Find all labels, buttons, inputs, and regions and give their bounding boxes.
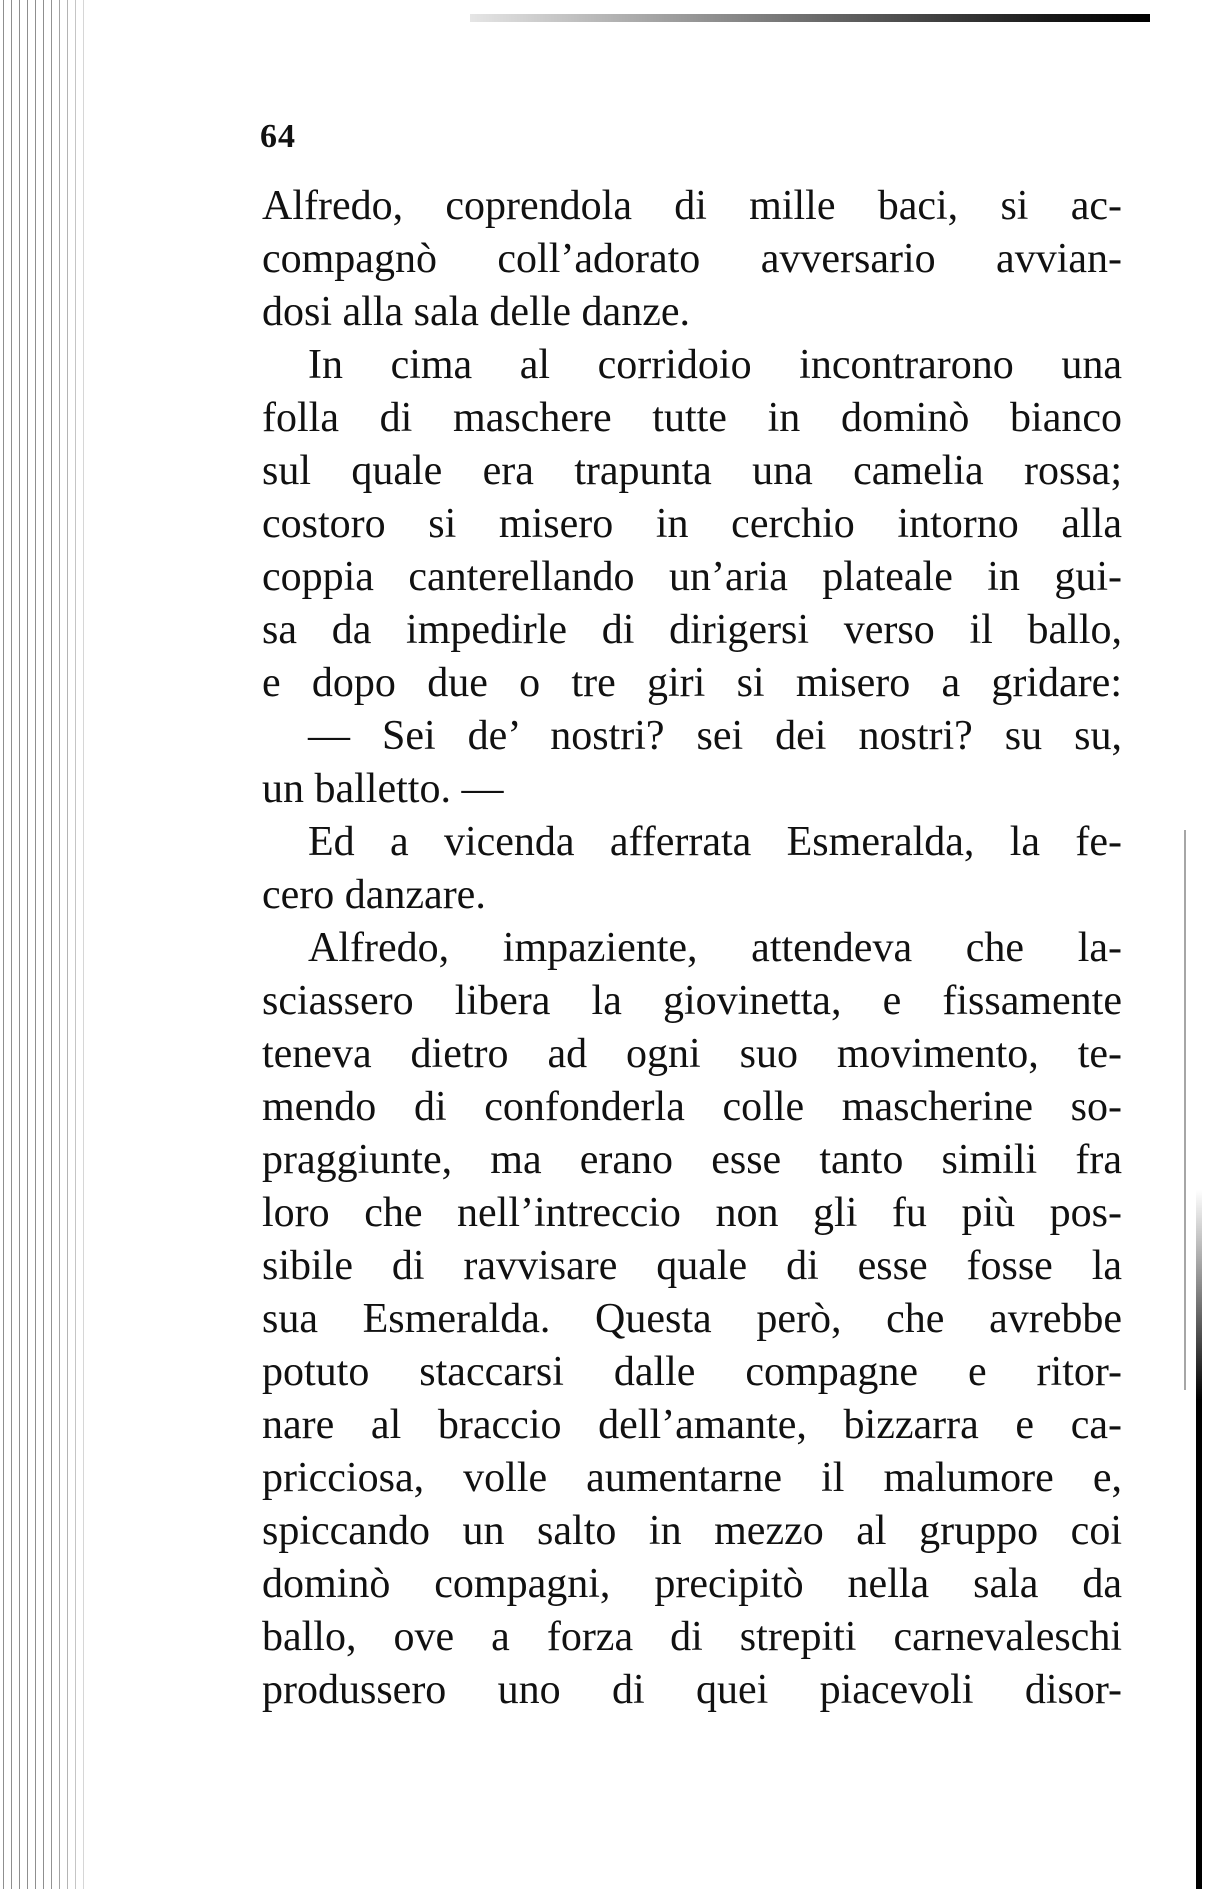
- text-line: teneva dietro ad ogni suo movimento, te-: [262, 1031, 1122, 1077]
- text-line: dominò compagni, precipitò nella sala da: [262, 1561, 1122, 1607]
- text-line: Ed a vicenda afferrata Esmeralda, la fe-: [308, 819, 1122, 865]
- scan-left-edge-shadow: [0, 0, 90, 1889]
- text-line: sibile di ravvisare quale di esse fosse la: [262, 1243, 1122, 1289]
- text-line: folla di maschere tutte in dominò bianco: [262, 395, 1122, 441]
- text-line: praggiunte, ma erano esse tanto simili fra: [262, 1137, 1122, 1183]
- text-line: — Sei de’ nostri? sei dei nostri? su su,: [308, 713, 1122, 759]
- page-number: 64: [260, 118, 296, 155]
- text-line: Alfredo, coprendola di mille baci, si ac-: [262, 183, 1122, 229]
- text-line: costoro si misero in cerchio intorno alla: [262, 501, 1122, 547]
- text-line: sua Esmeralda. Questa però, che avrebbe: [262, 1296, 1122, 1342]
- text-line: un balletto. —: [262, 766, 504, 812]
- text-line: e dopo due o tre giri si misero a gridare:: [262, 660, 1122, 706]
- text-line: pricciosa, volle aumentarne il malumore e,: [262, 1455, 1122, 1501]
- text-line: ballo, ove a forza di strepiti carnevaleschi: [262, 1614, 1122, 1660]
- scan-top-edge-shadow: [470, 14, 1150, 22]
- text-line: coppia canterellando un’aria plateale in gui-: [262, 554, 1122, 600]
- text-line: sul quale era trapunta una camelia rossa;: [262, 448, 1122, 494]
- text-line: sciassero libera la giovinetta, e fissamente: [262, 978, 1122, 1024]
- text-line: potuto staccarsi dalle compagne e ritor-: [262, 1349, 1122, 1395]
- text-line: In cima al corridoio incontrarono una: [308, 342, 1122, 388]
- scan-right-edge-shadow: [1196, 1190, 1202, 1889]
- text-line: dosi alla sala delle danze.: [262, 289, 690, 335]
- scan-right-edge-line: [1184, 830, 1186, 1390]
- text-line: compagnò coll’adorato avversario avvian-: [262, 236, 1122, 282]
- text-line: mendo di confonderla colle mascherine so-: [262, 1084, 1122, 1130]
- text-line: cero danzare.: [262, 872, 486, 918]
- text-line: nare al braccio dell’amante, bizzarra e ca-: [262, 1402, 1122, 1448]
- text-line: loro che nell’intreccio non gli fu più pos-: [262, 1190, 1122, 1236]
- text-line: produssero uno di quei piacevoli disor-: [262, 1667, 1122, 1713]
- text-line: Alfredo, impaziente, attendeva che la-: [308, 925, 1122, 971]
- text-line: sa da impedirle di dirigersi verso il ballo,: [262, 607, 1122, 653]
- text-line: spiccando un salto in mezzo al gruppo coi: [262, 1508, 1122, 1554]
